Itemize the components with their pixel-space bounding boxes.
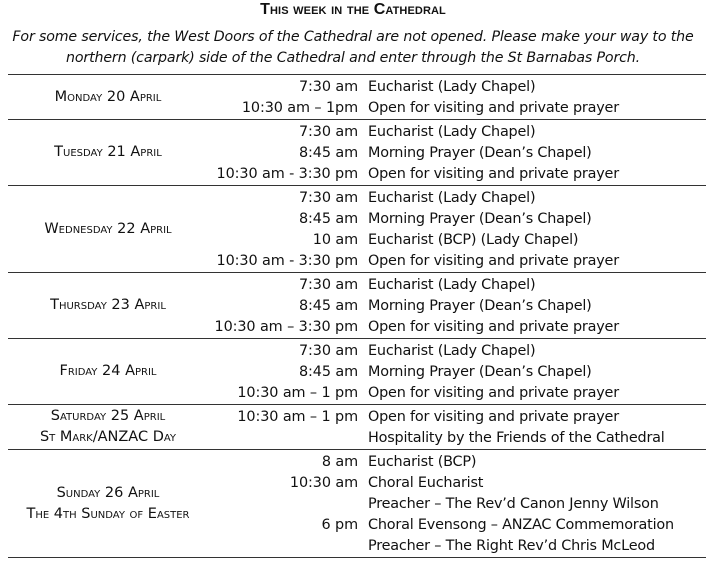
- day-label: [8, 450, 208, 557]
- day-events: [198, 450, 706, 557]
- event-time: 7:30 am: [298, 79, 358, 95]
- event-time: 8:45 am: [298, 364, 358, 380]
- event-description: Preacher – The Right Rev’d Chris McLeod: [368, 538, 655, 554]
- schedule-event: [198, 317, 706, 338]
- day-row: [8, 74, 706, 119]
- day-row: [8, 272, 706, 338]
- schedule-event: [198, 341, 706, 362]
- event-time: 10 am: [312, 232, 358, 248]
- schedule-event: [198, 188, 706, 209]
- day-row: [8, 185, 706, 272]
- day-events: [198, 405, 706, 449]
- event-description: Open for visiting and private prayer: [368, 319, 619, 335]
- day-row: [8, 404, 706, 449]
- event-description: Open for visiting and private prayer: [368, 253, 619, 269]
- weekly-schedule-table: [8, 74, 706, 558]
- event-description: Eucharist (Lady Chapel): [368, 343, 536, 359]
- event-time: 7:30 am: [298, 190, 358, 206]
- day-events: [198, 339, 706, 404]
- event-time: 10:30 am: [289, 475, 358, 491]
- day-occasion: The 4th Sunday of Easter: [26, 505, 190, 522]
- schedule-event: [198, 122, 706, 143]
- schedule-event: [198, 209, 706, 230]
- day-date: Monday 20 April: [54, 88, 162, 105]
- schedule-event: [198, 164, 706, 185]
- event-time: 10:30 am - 3:30 pm: [216, 166, 358, 182]
- event-description: Open for visiting and private prayer: [368, 385, 619, 401]
- event-time: 10:30 am - 3:30 pm: [216, 253, 358, 269]
- notice-line-1: For some services, the West Doors of the Cathedral are not opened. Please make your way to the: [12, 29, 694, 45]
- day-events: [198, 186, 706, 272]
- day-label: [8, 75, 208, 119]
- event-time: 10:30 am – 3:30 pm: [214, 319, 358, 335]
- event-description: Eucharist (Lady Chapel): [368, 190, 536, 206]
- event-description: Eucharist (BCP) (Lady Chapel): [368, 232, 579, 248]
- event-time: 6 pm: [321, 517, 358, 533]
- day-events: [198, 120, 706, 185]
- event-time: 10:30 am – 1 pm: [237, 409, 358, 425]
- day-date: Tuesday 21 April: [54, 144, 162, 160]
- day-date: Wednesday 22 April: [44, 220, 172, 237]
- schedule-event: [198, 473, 706, 515]
- day-label: [8, 339, 208, 404]
- event-description: Choral Eucharist: [368, 475, 484, 491]
- event-description: Eucharist (Lady Chapel): [368, 124, 536, 140]
- event-time: 8 am: [321, 454, 358, 470]
- event-description: Morning Prayer (Dean’s Chapel): [368, 145, 592, 161]
- event-time: 10:30 am – 1 pm: [237, 385, 358, 401]
- event-time: 7:30 am: [298, 277, 358, 293]
- event-description: Choral Evensong – ANZAC Commemoration: [368, 517, 674, 533]
- schedule-event: [198, 383, 706, 404]
- day-row: [8, 119, 706, 185]
- schedule-event: [198, 98, 706, 119]
- event-time: 8:45 am: [298, 145, 358, 161]
- event-description: Morning Prayer (Dean’s Chapel): [368, 211, 592, 227]
- event-description: Morning Prayer (Dean’s Chapel): [368, 298, 592, 314]
- event-time: 7:30 am: [298, 343, 358, 359]
- day-events: [198, 75, 706, 119]
- day-date: Sunday 26 April: [56, 484, 160, 501]
- day-label: [8, 186, 208, 272]
- event-time: 7:30 am: [298, 124, 358, 140]
- schedule-event: [198, 275, 706, 296]
- event-description: Open for visiting and private prayer: [368, 409, 619, 425]
- event-time: [198, 536, 358, 557]
- schedule-event: [198, 362, 706, 383]
- day-label: [8, 120, 208, 185]
- notice-line-2: northern (carpark) side of the Cathedral and enter through the St Barnabas Porch.: [66, 50, 640, 66]
- event-time: 8:45 am: [298, 211, 358, 227]
- event-description: Preacher – The Rev’d Canon Jenny Wilson: [368, 496, 659, 512]
- event-description: Eucharist (Lady Chapel): [368, 277, 536, 293]
- event-time: [198, 494, 358, 515]
- day-label: [8, 273, 208, 338]
- event-time: 10:30 am – 1pm: [241, 100, 358, 116]
- day-row: [8, 449, 706, 558]
- event-description: Hospitality by the Friends of the Cathedral: [368, 430, 665, 446]
- event-description: Eucharist (BCP): [368, 454, 477, 470]
- day-date: Saturday 25 April: [50, 408, 166, 424]
- day-label: [8, 405, 208, 449]
- event-description: Open for visiting and private prayer: [368, 100, 619, 116]
- day-events: [198, 273, 706, 338]
- schedule-event: [198, 407, 706, 449]
- page-title: This week in the Cathedral: [260, 1, 446, 18]
- event-time: 8:45 am: [298, 298, 358, 314]
- schedule-event: [198, 230, 706, 251]
- schedule-event: [198, 296, 706, 317]
- day-occasion: St Mark/ANZAC Day: [39, 429, 177, 445]
- event-description: Morning Prayer (Dean’s Chapel): [368, 364, 592, 380]
- access-notice: [0, 27, 706, 69]
- event-description: Open for visiting and private prayer: [368, 166, 619, 182]
- schedule-event: [198, 452, 706, 473]
- event-description: Eucharist (Lady Chapel): [368, 79, 536, 95]
- event-time: [198, 428, 358, 449]
- schedule-event: [198, 77, 706, 98]
- day-row: [8, 338, 706, 404]
- schedule-event: [198, 251, 706, 272]
- schedule-event: [198, 515, 706, 557]
- schedule-event: [198, 143, 706, 164]
- day-date: Thursday 23 April: [50, 297, 166, 313]
- day-date: Friday 24 April: [59, 363, 157, 379]
